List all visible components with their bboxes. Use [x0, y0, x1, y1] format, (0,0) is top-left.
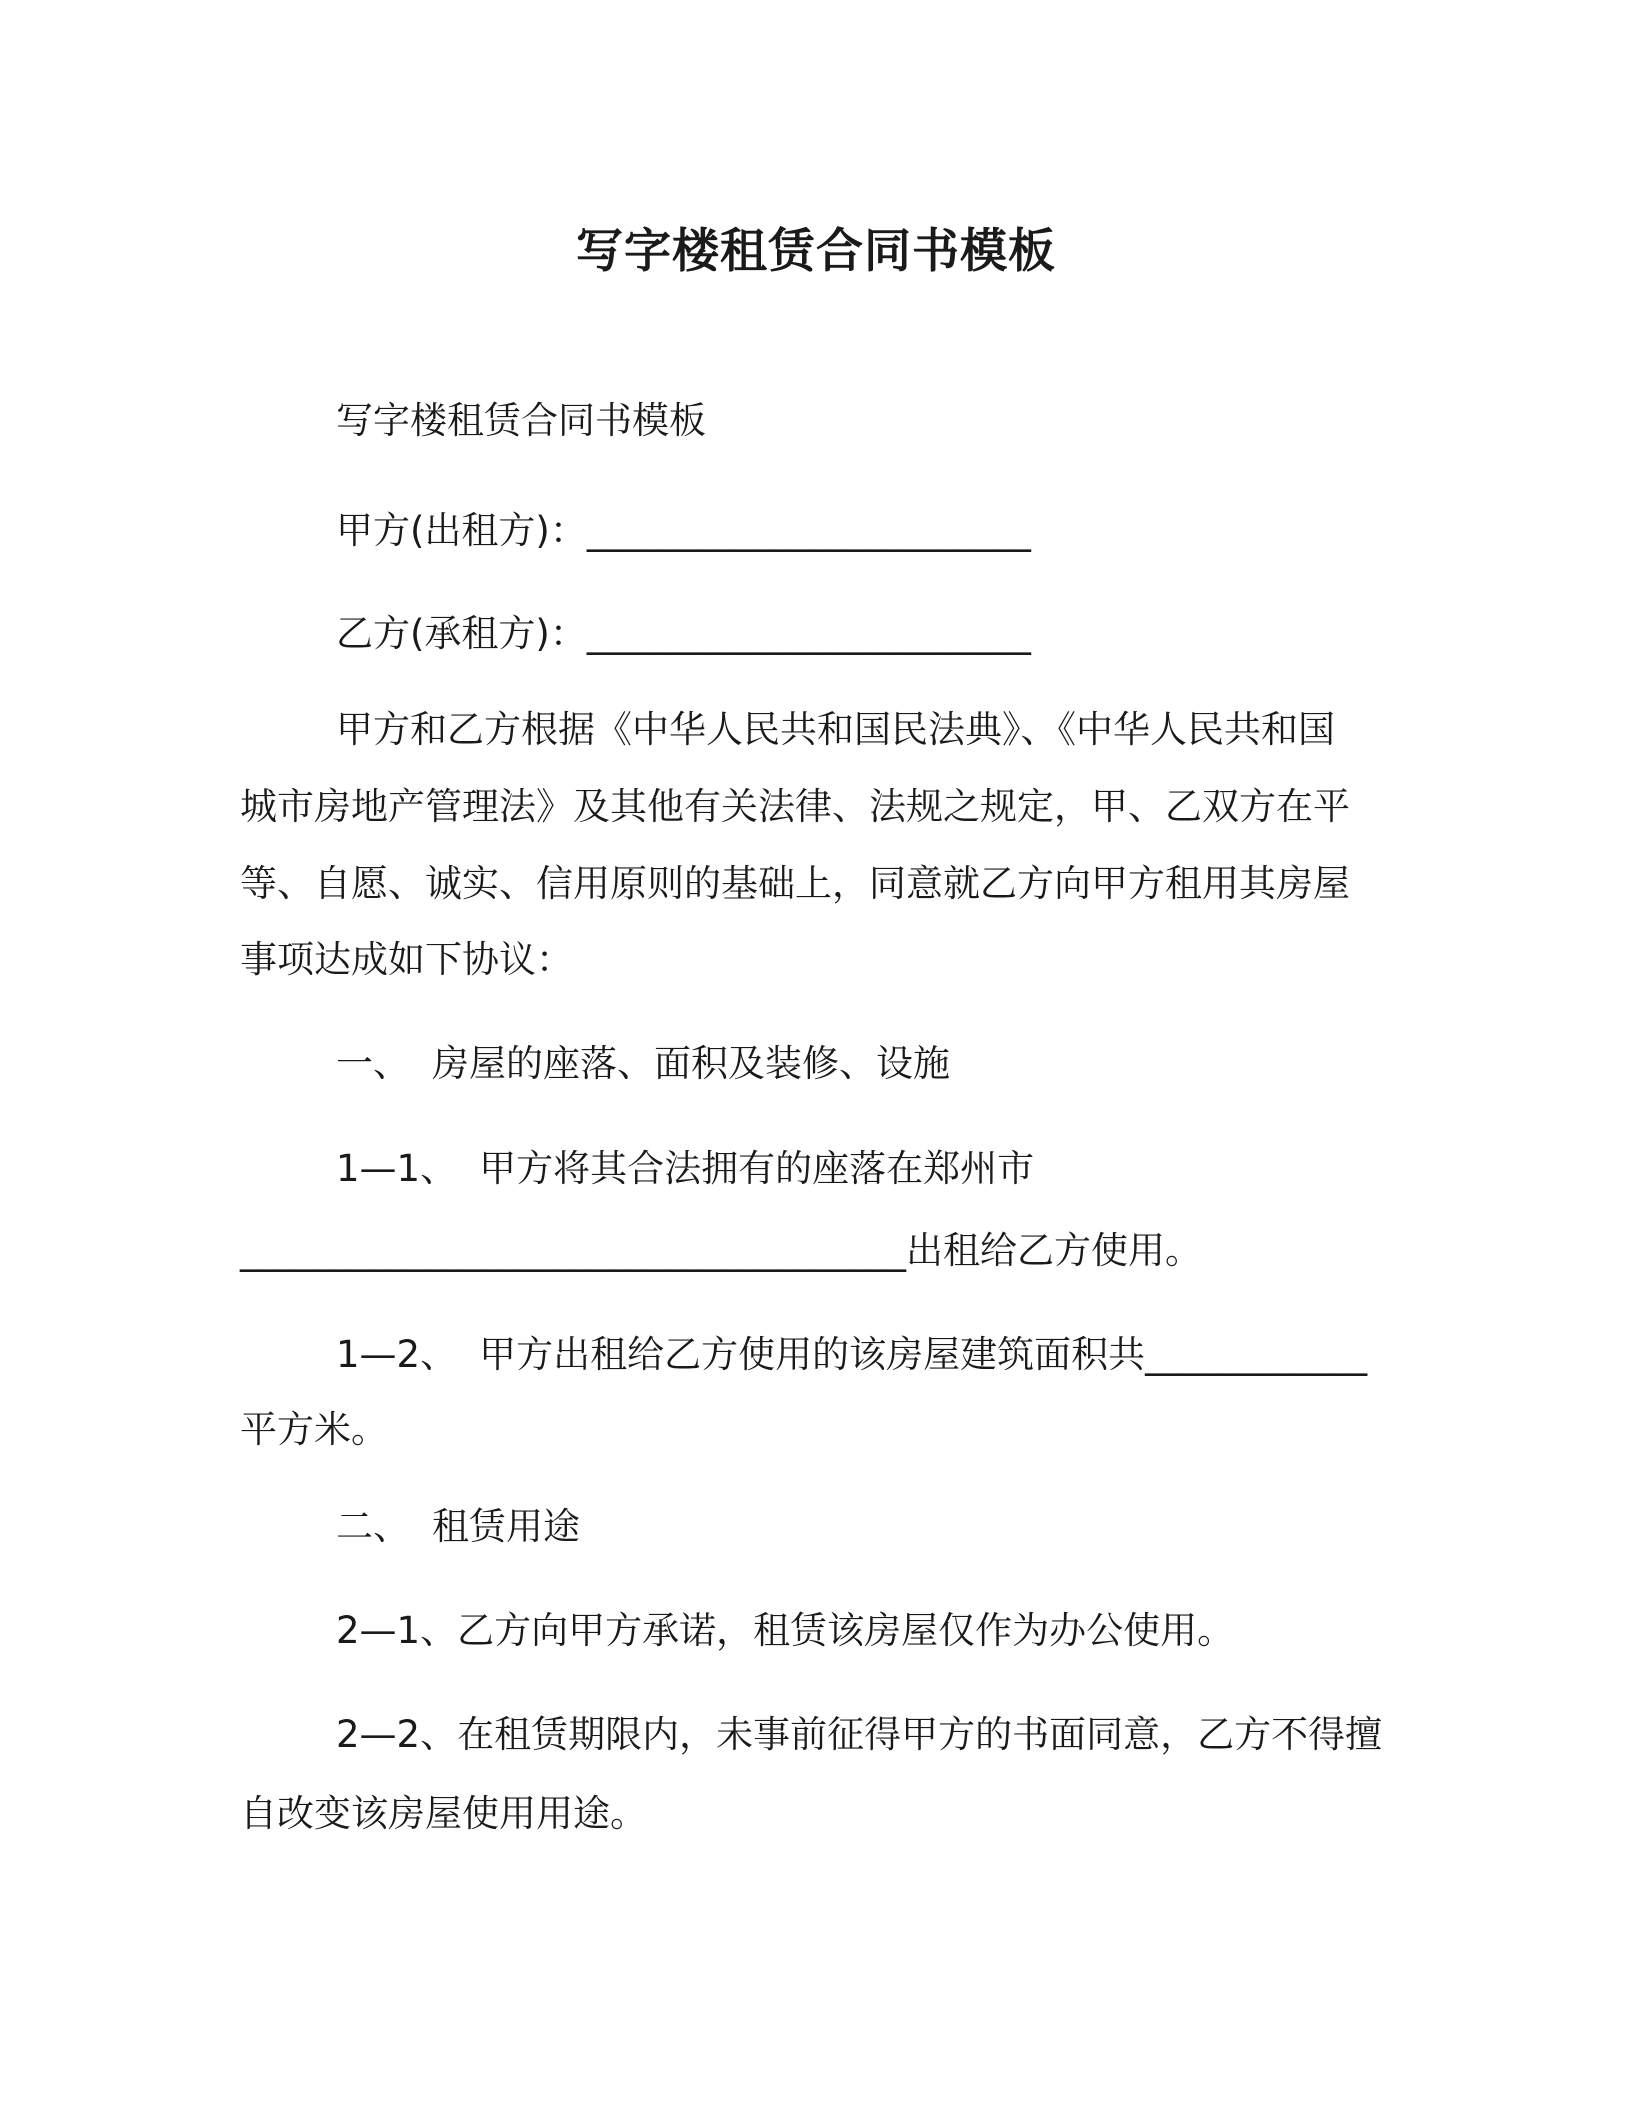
clause-2-1: 2—1、乙方向甲方承诺，租赁该房屋仅作为办公使用。 — [336, 1609, 1235, 1652]
document-title: 写字楼租赁合同书模板 — [576, 224, 1056, 279]
clause-1-1-text: 甲方将其合法拥有的座落在郑州市 — [479, 1147, 1035, 1190]
clause-1-1-line-2: ____________________________________出租给乙方使用。 — [240, 1229, 1202, 1272]
clause-2-2-line-1: 2—2、在租赁期限内，未事前征得甲方的书面同意，乙方不得擅 — [336, 1713, 1383, 1756]
section-1-heading — [336, 1040, 950, 1088]
clause-1-1-number: 1—1、 — [336, 1147, 458, 1190]
section-1-title: 房屋的座落、面积及装修、设施 — [432, 1042, 950, 1085]
intro-line-1: 甲方和乙方根据《中华人民共和国民法典》、《中华人民共和国 — [336, 708, 1335, 751]
intro-line-3: 等、自愿、诚实、信用原则的基础上，同意就乙方向甲方租用其房屋 — [240, 862, 1350, 905]
party-b-line: 乙方(承租方)：________________________ — [336, 612, 1031, 655]
section-2-heading — [336, 1503, 580, 1551]
party-a-line: 甲方(出租方)：________________________ — [336, 509, 1031, 552]
clause-2-2-line-2: 自改变该房屋使用用途。 — [240, 1792, 647, 1835]
section-1-number: 一、 — [336, 1042, 410, 1085]
clause-1-1-line-1 — [336, 1145, 1034, 1193]
document-subtitle: 写字楼租赁合同书模板 — [336, 399, 706, 442]
intro-line-4: 事项达成如下协议： — [240, 938, 573, 981]
clause-1-2-line-1 — [336, 1331, 1367, 1379]
section-2-number: 二、 — [336, 1505, 410, 1548]
section-2-title: 租赁用途 — [432, 1505, 580, 1548]
clause-1-2-number: 1—2、 — [336, 1333, 458, 1376]
clause-1-2-text: 甲方出租给乙方使用的该房屋建筑面积共____________ — [479, 1333, 1368, 1376]
clause-1-2-line-2: 平方米。 — [240, 1408, 388, 1451]
intro-line-2: 城市房地产管理法》及其他有关法律、法规之规定，甲、乙双方在平 — [240, 785, 1350, 828]
